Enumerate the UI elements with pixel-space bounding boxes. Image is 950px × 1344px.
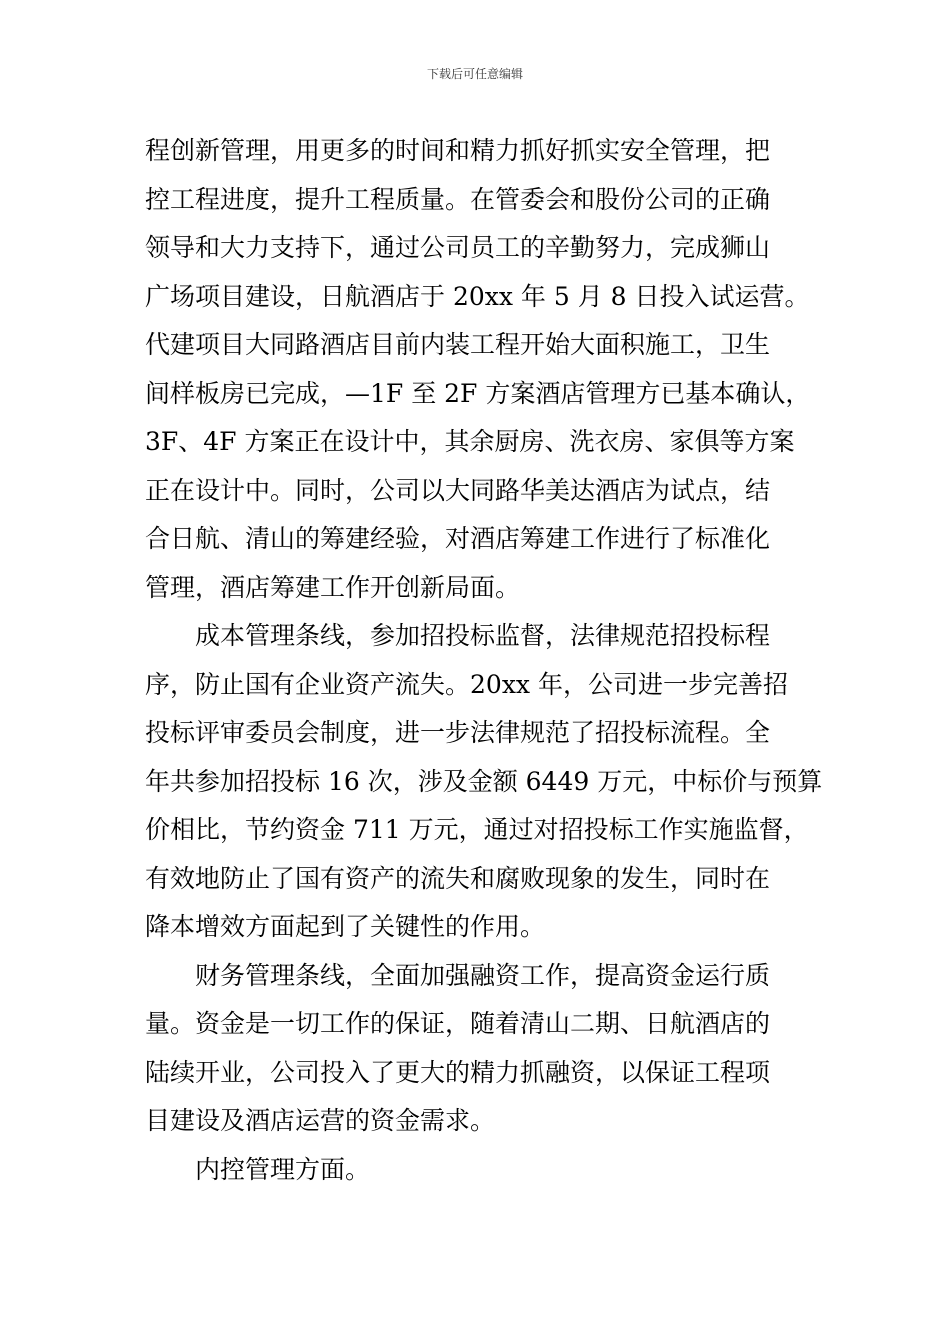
text-line: 广场项目建设，日航酒店于 20xx 年 5 月 8 日投入试运营。 (145, 281, 810, 311)
text-line: 财务管理条线，全面加强融资工作，提高资金运行质 (195, 960, 771, 990)
text-line: 成本管理条线，参加招投标监督，法律规范招投标程 (195, 621, 771, 650)
text-line: 目建设及酒店运营的资金需求。 (145, 1106, 496, 1135)
text-line: 降本增效方面起到了关键性的作用。 (145, 912, 546, 941)
text-line: 年共参加招投标 16 次，涉及金额 6449 万元，中标价与预算 (145, 766, 823, 796)
paragraph-finance-management (145, 952, 825, 1146)
text-line: 量。资金是一切工作的保证，随着清山二期、日航酒店的 (145, 1009, 771, 1038)
text-line: 陆续开业，公司投入了更大的精力抓融资，以保证工程项 (145, 1057, 771, 1087)
text-line: 领导和大力支持下，通过公司员工的辛勤努力，完成狮山 (145, 233, 771, 262)
text-line: 控工程进度，提升工程质量。在管委会和股份公司的正确 (145, 184, 771, 214)
text-line: 正在设计中。同时，公司以大同路华美达酒店为试点，结 (145, 475, 771, 505)
paragraph-internal-control (145, 1146, 825, 1195)
text-line: 序，防止国有企业资产流失。20xx 年，公司进一步完善招 (145, 669, 788, 699)
text-line: 代建项目大同路酒店目前内装工程开始大面积施工，卫生 (145, 330, 771, 359)
text-line: 价相比，节约资金 711 万元，通过对招投标工作实施监督， (145, 815, 809, 844)
text-line: 间样板房已完成，—1F 至 2F 方案酒店管理方已基本确认， (145, 378, 811, 408)
text-line: 合日航、清山的筹建经验，对酒店筹建工作进行了标准化 (145, 524, 771, 553)
document-body (145, 127, 825, 1194)
text-line: 管理，酒店筹建工作开创新局面。 (145, 572, 521, 602)
text-line: 内控管理方面。 (195, 1154, 371, 1184)
paragraph-cost-management (145, 612, 825, 952)
text-line: 程创新管理，用更多的时间和精力抓好抓实安全管理，把 (145, 136, 771, 165)
paragraph-project-management (145, 127, 825, 612)
text-line: 3F、4F 方案正在设计中，其余厨房、洗衣房、家俱等方案 (145, 427, 795, 456)
text-line: 投标评审委员会制度，进一步法律规范了招投标流程。全 (145, 718, 771, 747)
text-line: 有效地防止了国有资产的流失和腐败现象的发生，同时在 (145, 863, 771, 893)
page-header: 下载后可任意编辑 (426, 67, 523, 81)
